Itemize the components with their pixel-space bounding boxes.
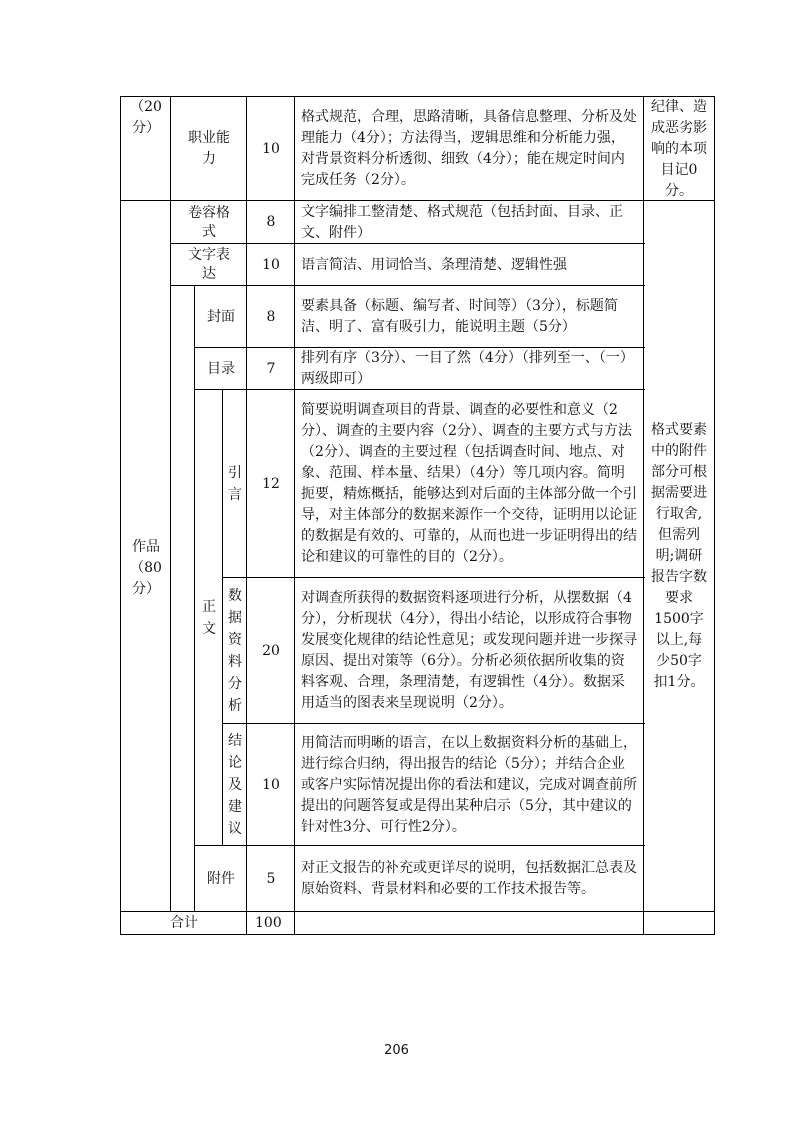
item-conclusion: 结 论 及 建 议 (228, 733, 242, 837)
score-professional: 10 (262, 140, 280, 157)
col-divider (643, 96, 644, 935)
col-divider (222, 389, 223, 846)
item-intro: 引 言 (228, 465, 242, 503)
desc-cover: 要素具备（标题、编写者、时间等）（3分），标题简洁、明了、富有吸引力，能说明主题（5分） (301, 298, 618, 335)
score-conclusion: 10 (262, 776, 280, 793)
item-toc: 目录 (207, 360, 235, 377)
col-divider (170, 96, 171, 912)
row-divider (194, 347, 645, 348)
desc-conclusion: 用简洁而明晰的语言，在以上数据资料分析的基础上，进行综合归纳，得出报告的结论（5分）；并结合企业或客户实际情况提出你的看法和建议，完成对调查前所提出的问题答复或是得出某种启示（5分，其中建议的针对性3分、可行性2分）。 (301, 734, 637, 835)
row-divider (120, 200, 715, 201)
item-data-analysis: 数 据 资 料 分 析 (228, 588, 242, 714)
total-score: 100 (255, 915, 282, 931)
row-divider (194, 845, 645, 846)
score-toc: 7 (266, 360, 276, 377)
row-divider (170, 285, 645, 286)
desc-professional: 格式规范，合理，思路清晰，具备信息整理、分析及处理能力（4分）；方法得当，逻辑思维和分析能力强，对背景资料分析透彻、细致（4分）；能在规定时间内完成任务（2分）。 (301, 109, 637, 188)
desc-text-expression: 语言简洁、用词恰当、条理清楚、逻辑性强 (301, 256, 567, 273)
row-divider (120, 911, 715, 912)
score-appendix: 5 (266, 870, 276, 887)
note-professional: 纪律、造成恶劣影响的本项目记0分。 (651, 98, 707, 199)
note-works: 格式要素中的附件部分可根据需要进行取舍,但需列明;调研报告字数要求1500字以上,每少50字扣1分。 (651, 422, 707, 690)
row-divider (170, 243, 645, 244)
score-text-expression: 10 (262, 256, 280, 273)
item-professional: 职业能 力 (188, 130, 230, 167)
col-divider (246, 96, 247, 935)
item-text-expression: 文字表 达 (188, 247, 230, 282)
desc-data-analysis: 对调查所获得的数据资料逐项进行分析，从摆数据（4分），分析现状（4分），得出小结论，以形成符合事物发展变化规律的结论性意见；或发现问题并进一步探寻原因、提出对策等（6分）。分析必须依据所收集的资料客观、合理，条理清楚，有逻辑性（4分）。数据采用适当的图表来呈现说明（2分）。 (301, 590, 637, 711)
category-partial-label: （20 分） (130, 99, 162, 136)
row-divider (194, 389, 645, 390)
page-number: 206 (384, 1043, 409, 1058)
score-data-analysis: 20 (262, 642, 280, 659)
table-border-bottom (120, 934, 715, 935)
score-cover: 8 (266, 308, 276, 325)
item-body-label: 正 文 (202, 599, 216, 637)
total-label: 合计 (170, 915, 198, 931)
row-divider (222, 577, 645, 578)
item-cover: 封面 (207, 308, 235, 325)
col-divider (294, 96, 295, 935)
desc-appendix: 对正文报告的补充或更详尽的说明，包括数据汇总表及原始资料、背景材料和必要的工作技术报告等。 (301, 860, 637, 897)
col-divider (194, 285, 195, 912)
table-border-top (120, 96, 715, 97)
table-border-right (714, 96, 715, 935)
item-appendix: 附件 (207, 870, 235, 887)
score-volume-format: 8 (266, 214, 276, 230)
table-border-left (120, 96, 121, 935)
desc-volume-format: 文字编排工整清楚、格式规范（包括封面、目录、正文、附件） (301, 203, 623, 241)
score-intro: 12 (262, 475, 280, 492)
item-volume-format: 卷容格 式 (188, 204, 230, 240)
category-works-label: 作品 （80 分） (130, 538, 162, 597)
desc-toc: 排列有序（3分）、一目了然（4分）（排列至一、（一）两级即可） (301, 350, 634, 387)
desc-intro: 简要说明调查项目的背景、调查的必要性和意义（2分）、调查的主要内容（2分）、调查的主要方式与方法（2分）、调查的主要过程（包括调查时间、地点、对象、范围、样本量、结果）（4分）等几项内容。简明扼要，精炼概括，能够达到对后面的主体部分做一个引导，对主体部分的数据来源作一个交待，证明用以论证的数据是有效的、可靠的，从而也进一步证明得出的结论和建议的可靠性的目的（2分）。 (301, 402, 637, 565)
row-divider (222, 723, 645, 724)
